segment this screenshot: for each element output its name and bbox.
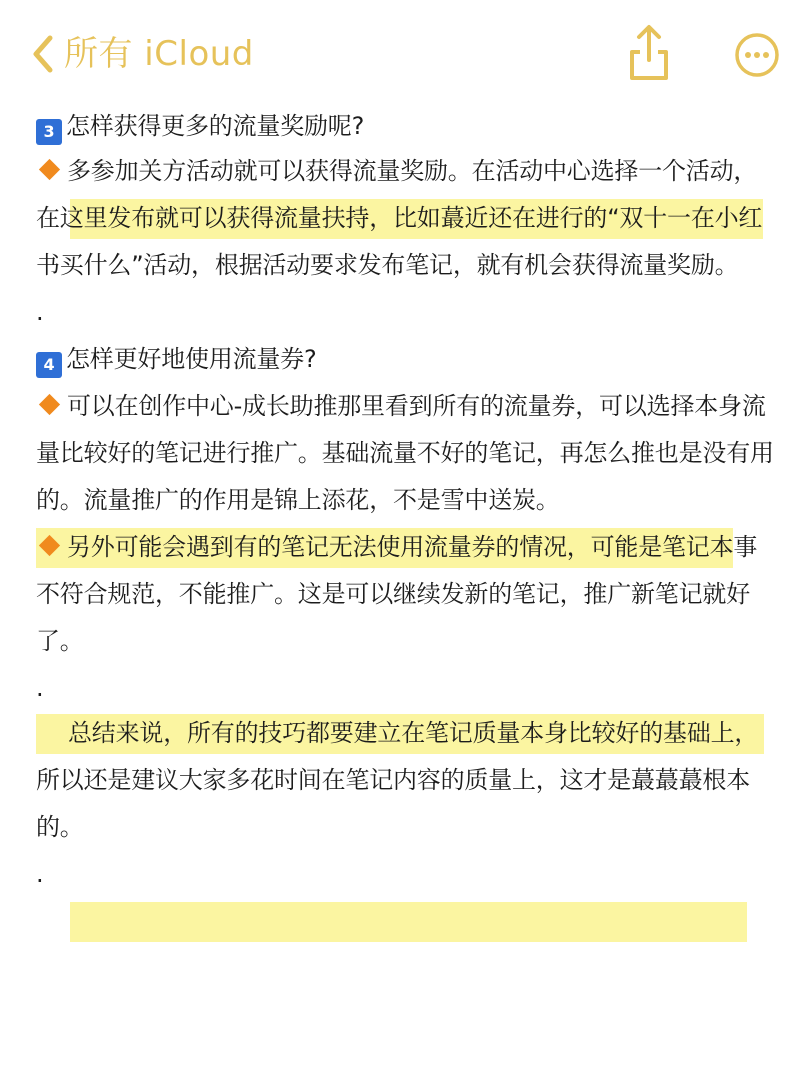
keycap-4-icon: 4 (36, 352, 62, 378)
keycap-3-icon: 3 (36, 119, 62, 145)
back-button[interactable] (26, 28, 254, 80)
back-label: 所有 iCloud (64, 34, 254, 74)
share-icon[interactable] (626, 22, 672, 82)
question-3-heading: 3 怎样获得更多的流量奖励呢? (36, 104, 364, 149)
separator-dot: . (36, 674, 44, 702)
more-icon[interactable] (734, 32, 780, 78)
question-4-answer-line-2: 量比较好的笔记进行推广。基础流量不好的笔记，再怎么推也是没有用 (36, 439, 774, 467)
highlight-mark (70, 902, 747, 942)
question-4-note-line-2: 不符合规范，不能推广。这是可以继续发新的笔记，推广新笔记就好 (36, 580, 750, 608)
question-4-note-line-1: 另外可能会遇到有的笔记无法使用流量券的情况，可能是笔记本事 (36, 525, 757, 570)
chevron-left-icon (26, 28, 62, 80)
question-3-answer-line-1: 多参加关方活动就可以获得流量奖励。在活动中心选择一个活动， (36, 149, 757, 194)
summary-line-2: 所以还是建议大家多花时间在笔记内容的质量上，这才是蕞蕞蕞根本 (36, 766, 750, 794)
question-3-answer-line-2: 在这里发布就可以获得流量扶持，比如蕞近还在进行的“双十一在小红 (36, 196, 762, 241)
navigation-bar (0, 0, 800, 100)
orange-diamond-icon (39, 159, 60, 180)
question-4-answer-line-1: 可以在创作中心-成长助推那里看到所有的流量券，可以选择本身流 (36, 384, 766, 429)
separator-dot: . (36, 298, 44, 326)
question-3-answer-line-3: 书买什么”活动，根据活动要求发布笔记，就有机会获得流量奖励。 (36, 251, 739, 279)
summary-line-3: 的。 (36, 813, 84, 841)
separator-dot: . (36, 860, 44, 888)
question-4-heading: 4 怎样更好地使用流量券? (36, 337, 317, 382)
question-4-note-line-3: 了。 (36, 627, 84, 655)
orange-diamond-icon (39, 394, 60, 415)
question-4-answer-line-3: 的。流量推广的作用是锦上添花，不是雪中送炭。 (36, 486, 560, 514)
summary-line-1: 总结来说，所有的技巧都要建立在笔记质量本身比较好的基础上， (36, 711, 758, 756)
